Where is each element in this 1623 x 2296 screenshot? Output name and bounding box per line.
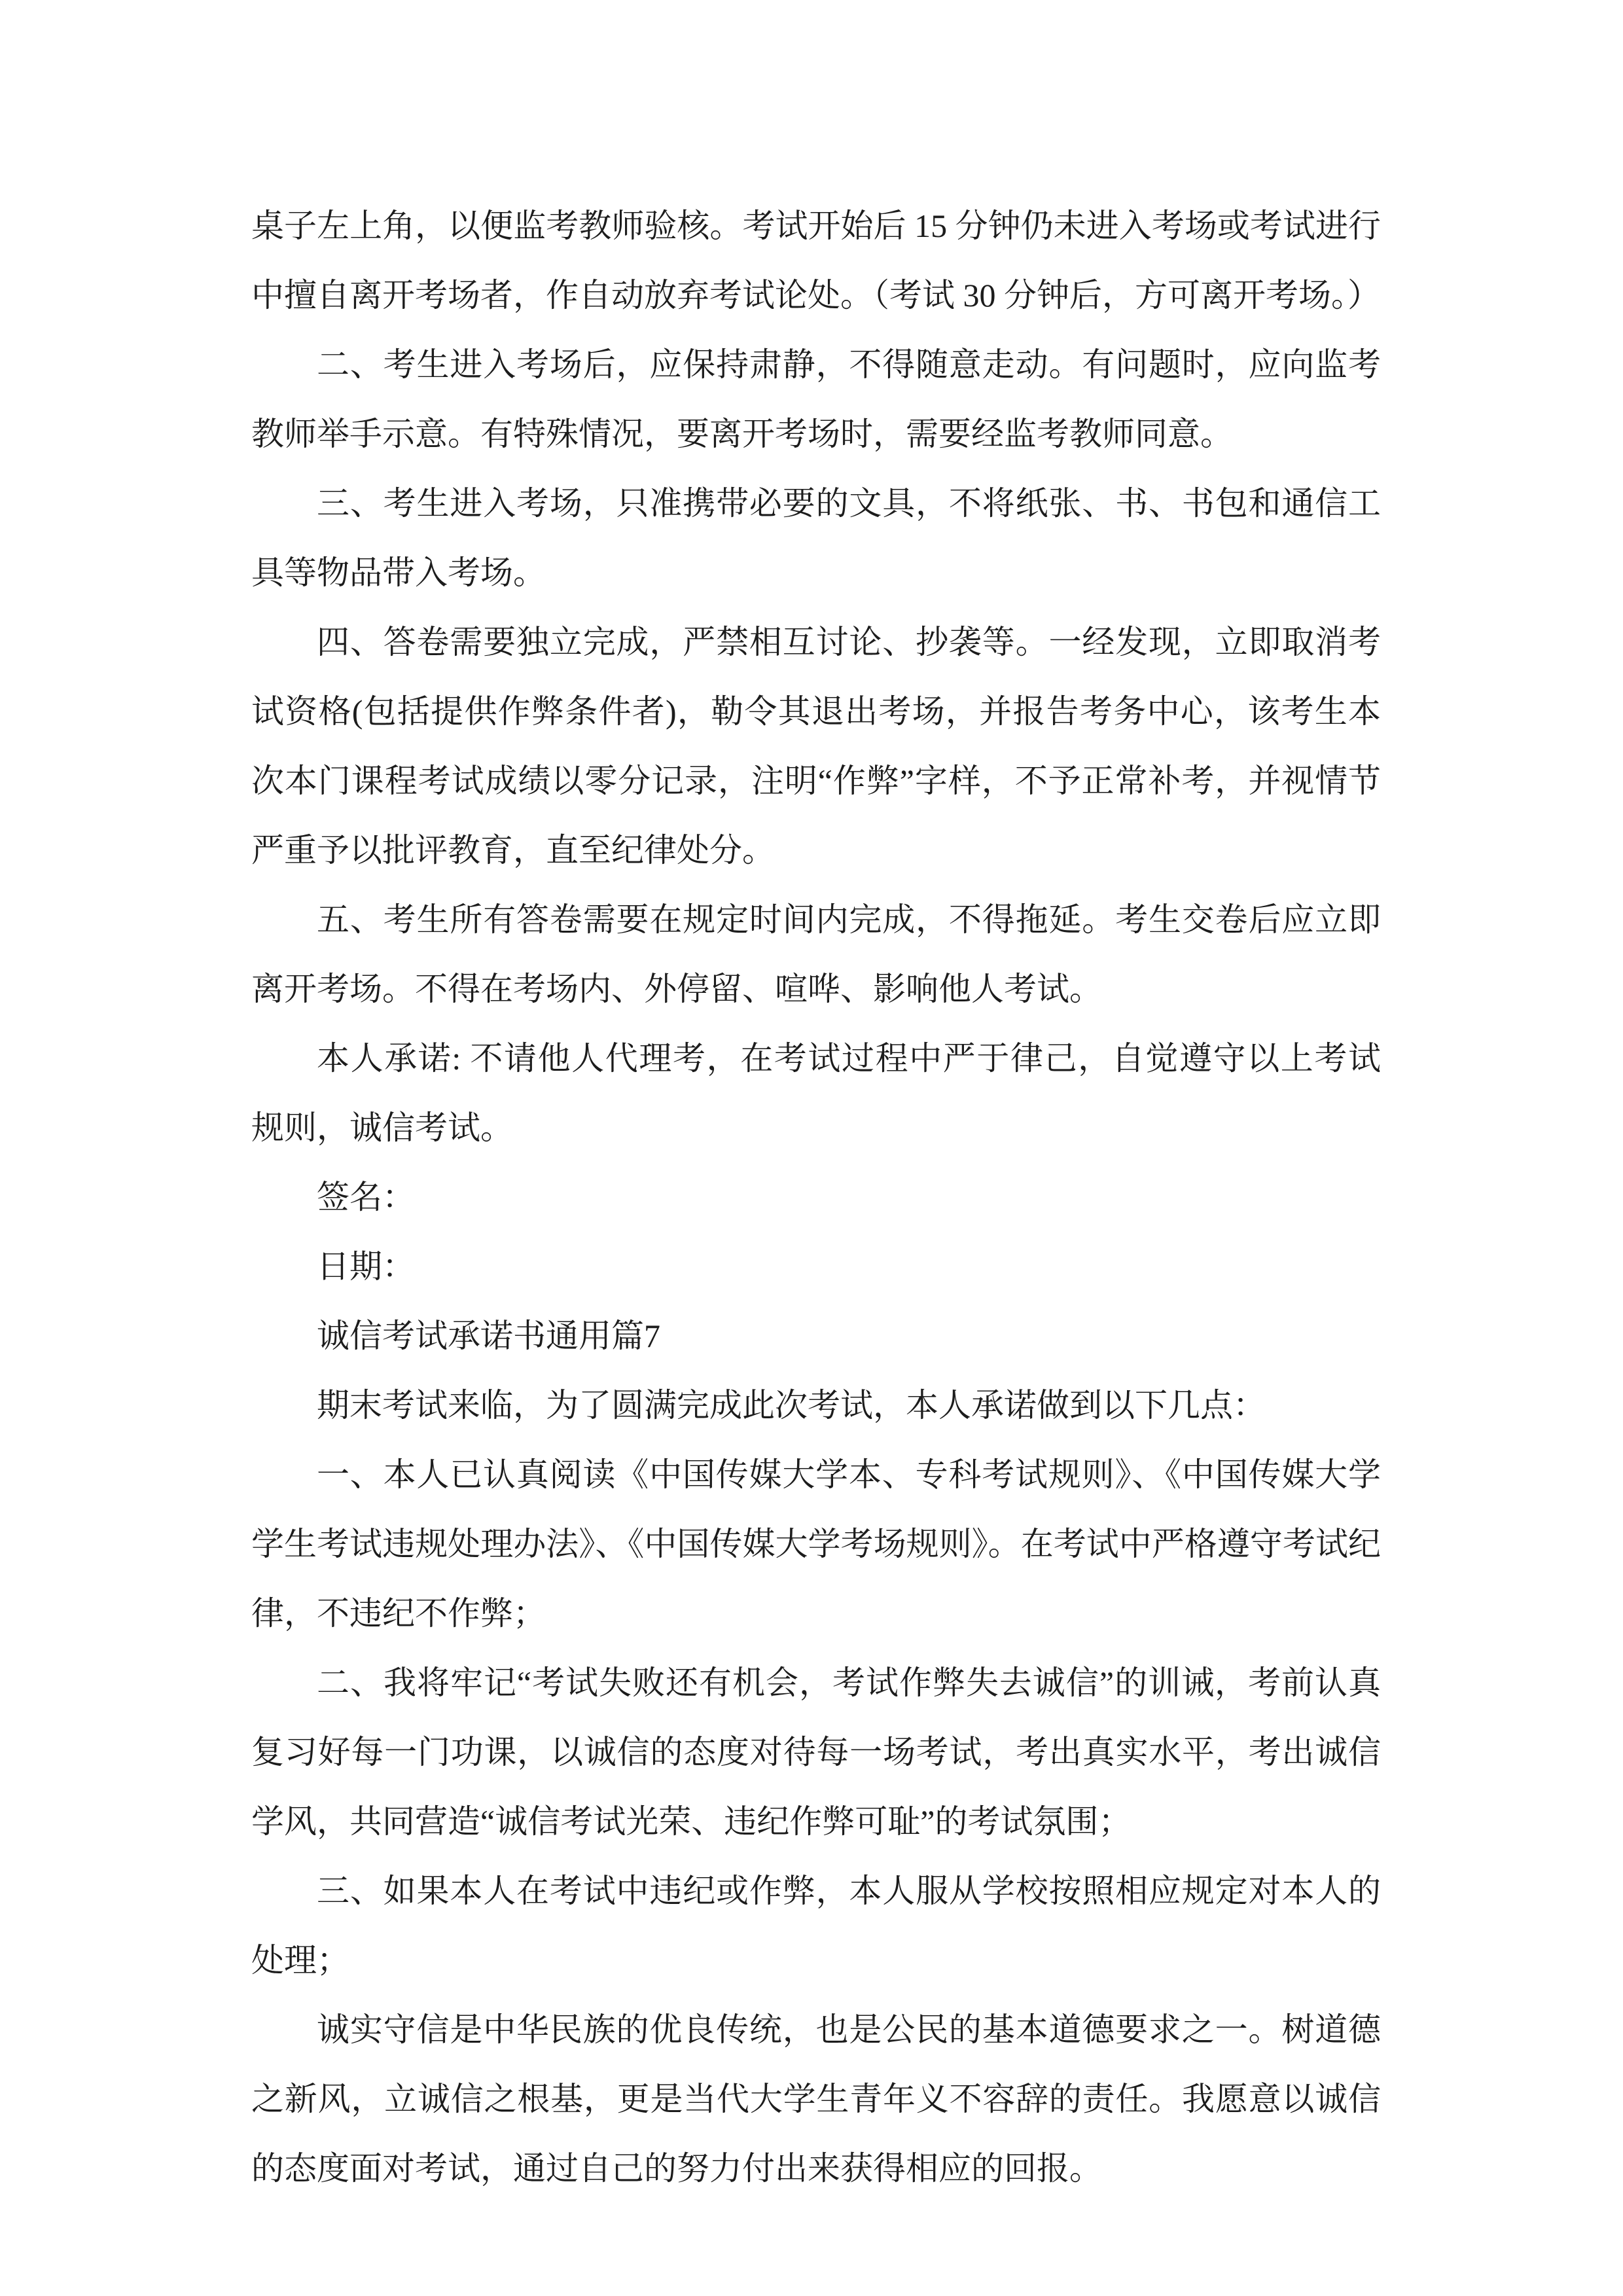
paragraph-rule-3: 三、考生进入考场，只准携带必要的文具，不将纸张、书、书包和通信工具等物品带入考场。 — [251, 485, 1381, 591]
paragraph-commitment: 本人承诺: 不请他人代理考，在考试过程中严于律己，自觉遵守以上考试规则，诚信考试。 — [251, 1040, 1381, 1146]
date-line: 日期： — [317, 1248, 415, 1285]
paragraph-point-3: 三、如果本人在考试中违纪或作弊，本人服从学校按照相应规定对本人的处理； — [251, 1873, 1381, 1979]
paragraph-rule-2: 二、考生进入考场后，应保持肃静，不得随意走动。有问题时，应向监考教师举手示意。有特殊情况，要离开考场时，需要经监考教师同意。 — [251, 346, 1381, 452]
paragraph-point-1: 一、本人已认真阅读《中国传媒大学本、专科考试规则》、《中国传媒大学学生考试违规处理办法》、《中国传媒大学考场规则》。在考试中严格遵守考试纪律，不违纪不作弊； — [251, 1456, 1381, 1632]
paragraph-rule-4: 四、答卷需要独立完成，严禁相互讨论、抄袭等。一经发现，立即取消考试资格(包括提供作弊条件者)，勒令其退出考场，并报告考务中心，该考生本次本门课程考试成绩以零分记录，注明“作弊”字样，不予正常补考，并视情节严重予以批评教育，直至纪律处分。 — [251, 624, 1381, 869]
section-heading: 诚信考试承诺书通用篇7 — [317, 1318, 660, 1354]
signature-line: 签名： — [317, 1179, 415, 1215]
paragraph-closing: 诚实守信是中华民族的优良传统，也是公民的基本道德要求之一。树道德之新风，立诚信之根基，更是当代大学生青年义不容辞的责任。我愿意以诚信的态度面对考试，通过自己的努力付出来获得相应的回报。 — [251, 2011, 1381, 2187]
paragraph-intro: 期末考试来临，为了圆满完成此次考试，本人承诺做到以下几点： — [317, 1387, 1266, 1424]
paragraph-point-2: 二、我将牢记“考试失败还有机会，考试作弊失去诚信”的训诫，考前认真复习好每一门功课，以诚信的态度对待每一场考试，考出真实水平，考出诚信学风，共同营造“诚信考试光荣、违纪作弊可耻”的考试氛围； — [251, 1664, 1381, 1840]
paragraph-continuation: 桌子左上角，以便监考教师验核。考试开始后 15 分钟仍未进入考场或考试进行中擅自离开考场者，作自动放弃考试论处。（考试 30 分钟后，方可离开考场。） — [251, 207, 1381, 314]
paragraph-rule-5: 五、考生所有答卷需要在规定时间内完成，不得拖延。考生交卷后应立即离开考场。不得在考场内、外停留、喧哗、影响他人考试。 — [251, 901, 1381, 1007]
